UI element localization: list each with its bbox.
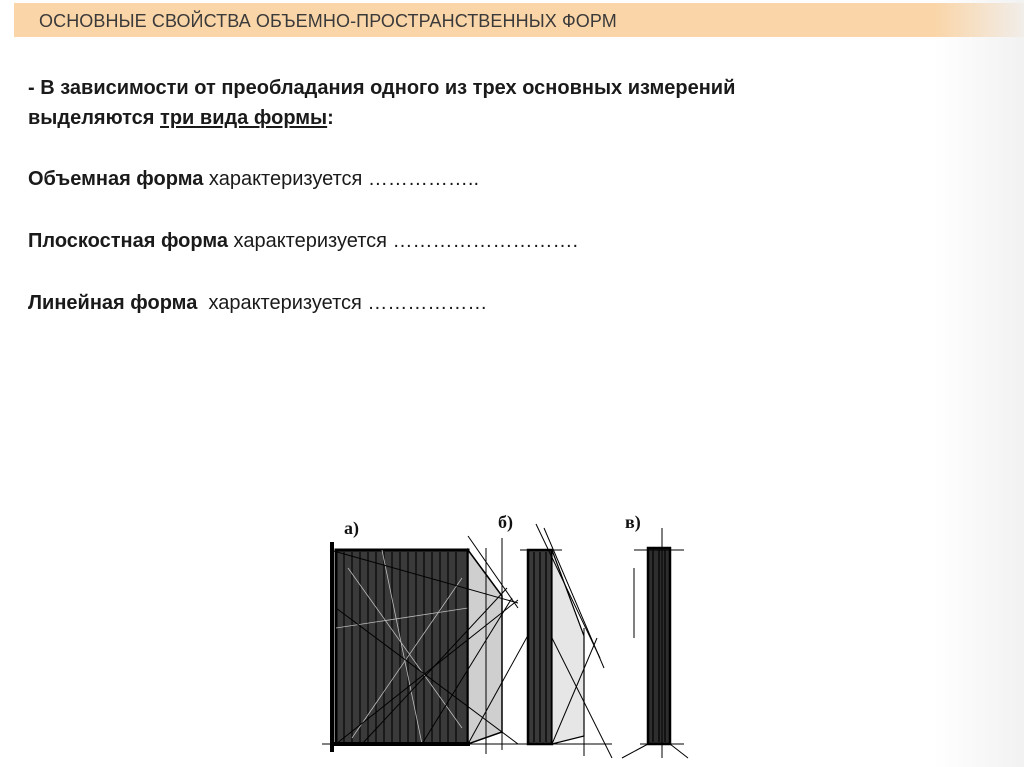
form-name: Объемная форма — [28, 168, 204, 190]
three-forms-sketch — [322, 508, 692, 760]
intro-line-1 — [28, 73, 988, 103]
form-item-volumetric — [28, 164, 988, 194]
intro-underlined: три вида формы — [160, 107, 328, 129]
intro-text-end: : — [327, 107, 334, 129]
form-item-linear — [28, 288, 988, 318]
volumetric-form-drawing — [322, 536, 532, 754]
intro-text: - В зависимости от преобладания одного из трех основных измерений — [28, 77, 736, 99]
form-description: характеризуется ……………… — [197, 292, 488, 314]
figure-label-c: в) — [625, 512, 641, 532]
form-name: Линейная форма — [28, 292, 198, 314]
header-bar — [14, 3, 1024, 37]
linear-form-drawing — [622, 528, 688, 758]
form-description: характеризуется ………………………. — [228, 230, 579, 252]
figure-label-b: б) — [498, 512, 513, 532]
form-item-planar — [28, 226, 988, 256]
planar-form-drawing — [520, 524, 612, 758]
intro-text-start: выделяются — [28, 107, 161, 129]
slide-title: ОСНОВНЫЕ СВОЙСТВА ОБЪЕМНО-ПРОСТРАНСТВЕННЫХ ФОРМ — [39, 11, 617, 31]
form-description: характеризуется …………….. — [203, 168, 480, 190]
slide-content — [28, 73, 988, 318]
figure-label-a: а) — [344, 518, 359, 538]
form-name: Плоскостная форма — [28, 230, 228, 252]
intro-line-2 — [28, 103, 988, 133]
